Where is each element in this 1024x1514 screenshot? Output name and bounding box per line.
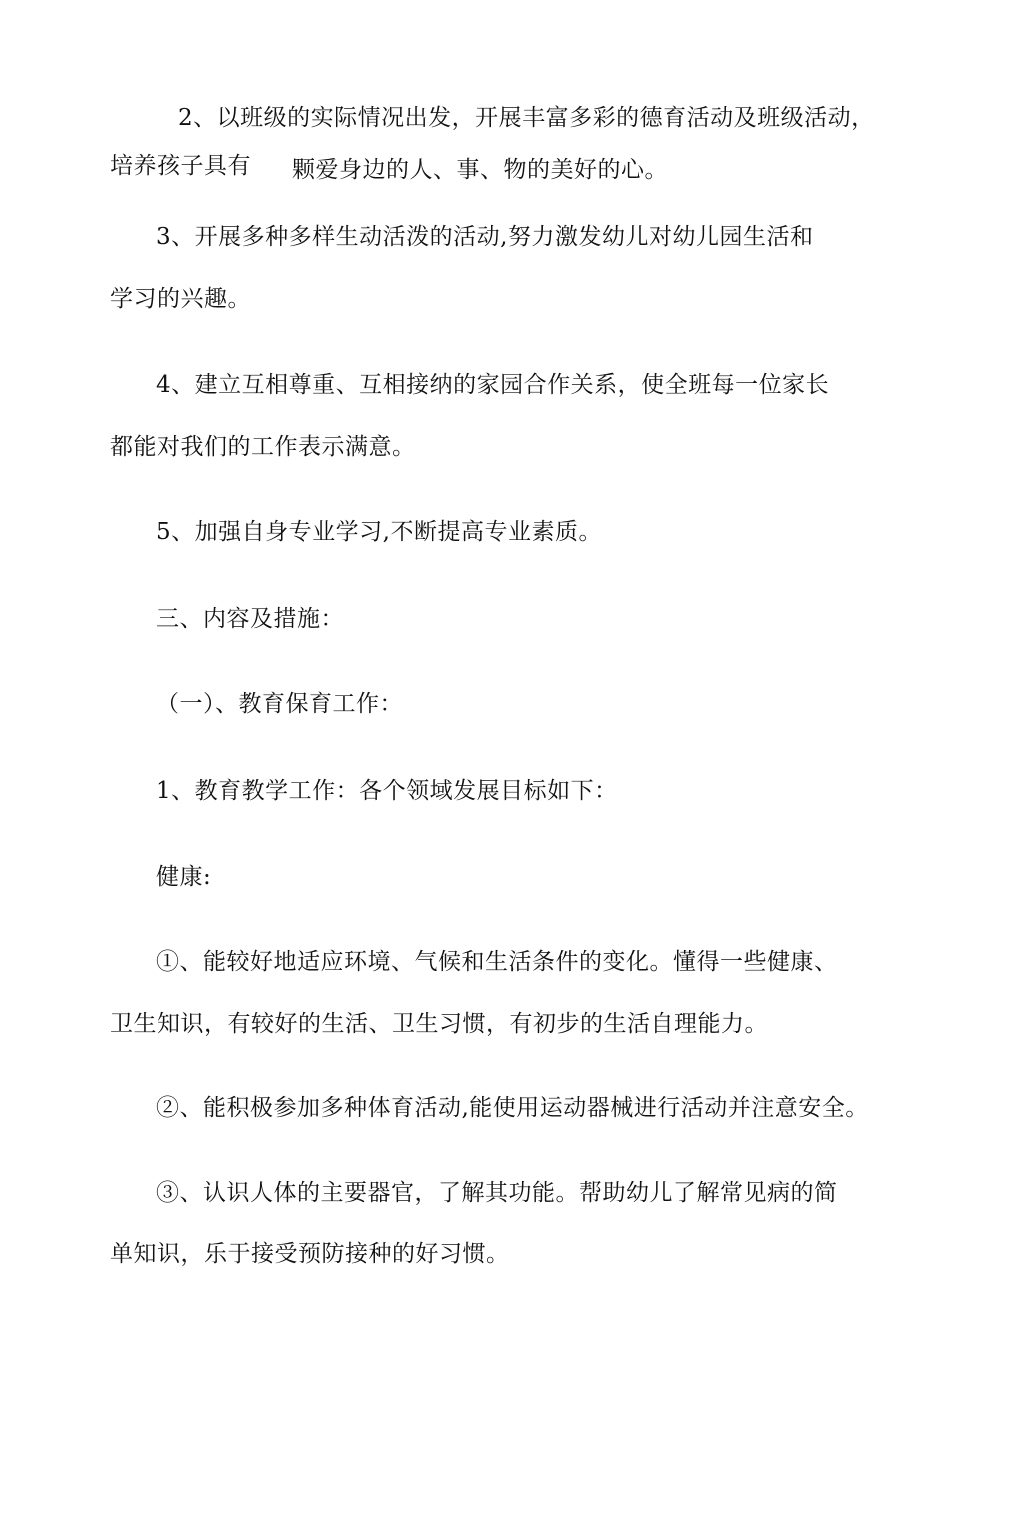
goal-3-line-1: 3、开展多种多样生动活泼的活动,努力激发幼儿对幼儿园生活和 — [156, 224, 814, 250]
health-item-1-line-2: 卫生知识，有较好的生活、卫生习惯，有初步的生活自理能力。 — [110, 1011, 768, 1037]
goal-5-line: 5、加强自身专业学习,不断提高专业素质。 — [156, 519, 602, 545]
goal-3-line-2: 学习的兴趣。 — [110, 286, 251, 312]
goal-2-line-1: 2、以班级的实际情况出发，开展丰富多彩的德育活动及班级活动， — [178, 105, 875, 131]
teaching-work-heading: 1、教育教学工作：各个领域发展目标如下： — [156, 778, 618, 804]
health-item-3-line-2: 单知识，乐于接受预防接种的好习惯。 — [110, 1241, 510, 1267]
goal-2-line-2b: 颗爱身边的人、事、物的美好的心。 — [292, 157, 668, 183]
section-three-heading: 三、内容及措施： — [156, 606, 344, 632]
goal-2-line-2a: 培养孩子具有 — [110, 153, 251, 179]
health-heading: 健康: — [156, 864, 212, 890]
health-item-2-line: ②、能积极参加多种体育活动,能使用运动器械进行活动并注意安全。 — [156, 1095, 869, 1121]
goal-4-line-2: 都能对我们的工作表示满意。 — [110, 434, 416, 460]
goal-4-line-1: 4、建立互相尊重、互相接纳的家园合作关系，使全班每一位家长 — [156, 372, 830, 398]
health-item-3-line-1: ③、认识人体的主要器官，了解其功能。帮助幼儿了解常见病的简 — [156, 1180, 838, 1206]
health-item-1-line-1: ①、能较好地适应环境、气候和生活条件的变化。懂得一些健康、 — [156, 949, 838, 975]
subsection-one-heading: （一）、教育保育工作： — [156, 691, 403, 717]
